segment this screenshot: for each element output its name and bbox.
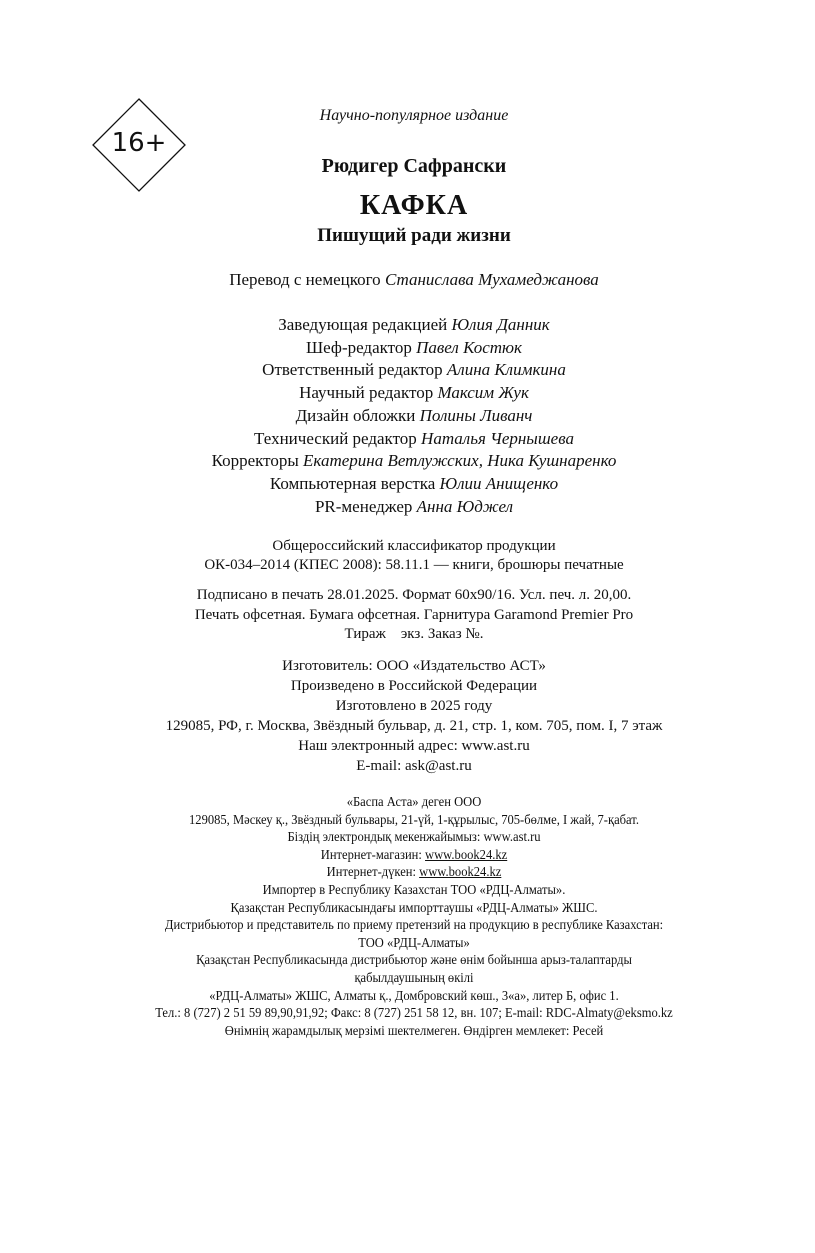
age-rating-text: 16+: [111, 128, 167, 158]
credit-line: [0, 359, 815, 382]
manufacturer-email: E-mail: ask@ast.ru: [356, 758, 472, 774]
kz-line: [29, 846, 799, 864]
manufacturer-address: 129085, РФ, г. Москва, Звёздный бульвар, д. 21, стр. 1, ком. 705, пом. I, 7 этаж: [165, 718, 663, 734]
credit-role: Шеф-редактор: [306, 337, 412, 357]
kz-line: [29, 863, 799, 881]
credit-role: Ответственный редактор: [262, 360, 443, 380]
credit-line: [0, 496, 815, 519]
manufacturer-info: [0, 656, 815, 776]
book-subtitle: Пишущий ради жизни: [317, 225, 511, 246]
credit-role: Дизайн обложки: [295, 405, 416, 425]
manufacturer-line: Изготовлено в 2025 году: [335, 698, 493, 714]
kz-line: «Баспа Аста» деген ООО: [346, 794, 482, 809]
credit-person: Екатерина Ветлужских, Ника Кушнаренко: [303, 451, 617, 471]
credit-role: Технический редактор: [254, 428, 417, 448]
print-info-line: Тираж экз. Заказ №.: [344, 626, 484, 642]
product-classifier: [0, 537, 815, 575]
credit-line: [0, 450, 815, 473]
credit-person: Юлии Анищенко: [439, 473, 559, 493]
kz-line: ТОО «РДЦ-Алматы»: [358, 934, 470, 950]
translation-credit: [0, 269, 815, 291]
credit-person: Павел Костюк: [416, 337, 522, 357]
print-info-line: Печать офсетная. Бумага офсетная. Гарнитура Garamond Premier Pro: [194, 606, 634, 623]
kazakhstan-info: [0, 793, 815, 1039]
manufacturer-line: Произведено в Российской Федерации: [290, 678, 538, 694]
credit-role: PR-менеджер: [314, 496, 413, 516]
credit-line: [0, 337, 815, 360]
author-name: Рюдигер Сафрански: [321, 155, 507, 177]
kz-line: Өнімнің жарамдылық мерзімі шектелмеген. Өндірген мемлекет: Ресей: [224, 1022, 604, 1038]
credit-role: Компьютерная верстка: [269, 473, 436, 493]
manufacturer-line: Изготовитель: ООО «Издательство АСТ»: [282, 658, 546, 674]
kz-line: қабылдаушының өкілі: [354, 969, 474, 985]
credit-role: Научный редактор: [299, 383, 434, 403]
print-info-line: Подписано в печать 28.01.2025. Формат 60x90/16. Усл. печ. л. 20,00.: [196, 587, 632, 603]
shop-kz-link[interactable]: www.book24.kz: [419, 864, 502, 880]
credit-person: Максим Жук: [437, 383, 529, 403]
kz-line: Қазақстан Республикасында дистрибьютор және өнім бойынша арыз-талаптарды: [196, 952, 632, 968]
credits-list: [0, 314, 815, 518]
credit-role: Заведующая редакцией: [278, 315, 448, 334]
translator-name: Станислава Мухамеджанова: [384, 270, 599, 289]
kz-line: Тел.: 8 (727) 2 51 59 89,90,91,92; Факс: 8 (727) 251 58 12, вн. 107; E-mail: RDC-Almaty@eksmo.kz: [155, 1005, 673, 1021]
classifier-line: Общероссийский классификатор продукции: [272, 538, 556, 554]
credit-line: [0, 473, 815, 496]
kz-line: 129085, Мәскеу қ., Звёздный бульвары, 21-үй, 1-құрылыс, 705-бөлме, I жай, 7-қабат.: [189, 811, 639, 827]
kz-line: Біздің электрондық мекенжайымыз: www.ast.ru: [287, 829, 541, 845]
translation-label: Перевод с немецкого: [229, 270, 381, 289]
classifier-line: ОК-034–2014 (КПЕС 2008): 58.11.1 — книги, брошюры печатные: [204, 557, 624, 573]
shop-ru-label: Интернет-магазин:: [320, 846, 422, 862]
credit-line: [0, 382, 815, 405]
kz-line: Импортер в Республику Казахстан ТОО «РДЦ-Алматы».: [262, 881, 566, 897]
edition-type: Научно-популярное издание: [319, 107, 509, 124]
credit-line: [0, 314, 815, 337]
credit-person: Полины Ливанч: [419, 405, 533, 425]
kz-line: Қазақстан Республикасындағы импорттаушы «РДЦ-Алматы» ЖШС.: [230, 899, 598, 915]
shop-ru-link[interactable]: www.book24.kz: [425, 846, 508, 862]
kz-line: «РДЦ-Алматы» ЖШС, Алматы қ., Домбровский көш., 3«а», литер Б, офис 1.: [209, 987, 619, 1003]
print-info: [0, 586, 815, 645]
manufacturer-website: Наш электронный адрес: www.ast.ru: [298, 738, 530, 754]
credit-person: Юлия Данник: [451, 315, 550, 334]
credit-line: [0, 405, 815, 428]
shop-kz-label: Интернет-дүкен:: [326, 864, 416, 880]
book-title: КАФКА: [359, 190, 469, 221]
credit-line: [0, 428, 815, 451]
credit-person: Анна Юджел: [416, 496, 514, 516]
credit-person: Наталья Чернышева: [421, 428, 574, 448]
kz-line: Дистрибьютор и представитель по приему претензий на продукцию в республике Казахстан:: [164, 917, 664, 933]
credit-role: Корректоры: [211, 451, 299, 471]
credit-person: Алина Климкина: [446, 360, 566, 380]
